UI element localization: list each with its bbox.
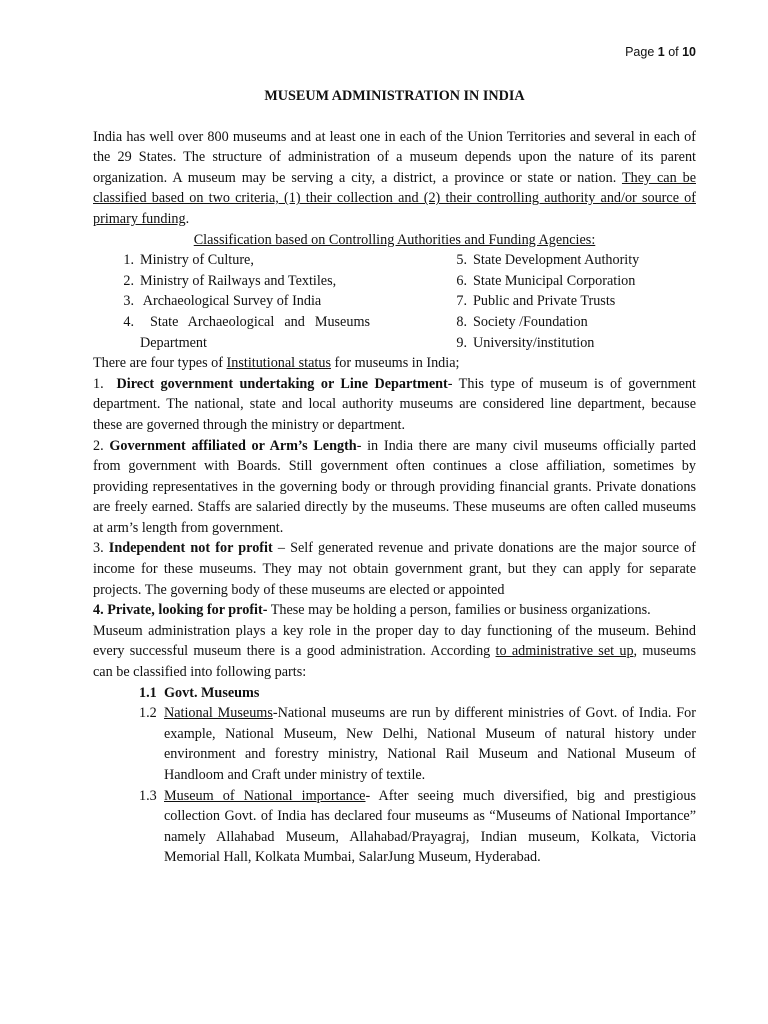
page-number bbox=[625, 42, 696, 63]
type-number: 1. bbox=[93, 375, 117, 392]
type-paragraph bbox=[93, 436, 696, 539]
item-number: 9. bbox=[456, 334, 467, 351]
item-number: 4. bbox=[123, 313, 134, 330]
classification-heading-row bbox=[93, 230, 696, 251]
classification-left-column bbox=[93, 250, 442, 353]
institutional-post: for museums in India; bbox=[330, 355, 460, 372]
type-text: These may be holding a person, families or business organizations. bbox=[267, 602, 651, 619]
list-item bbox=[93, 291, 442, 312]
subsection-text: -National museums are run by different ministries of Govt. of India. For example, National Museum, New Delhi, National Museum of natural history under environment and forestry ministry, National Rail Museum and National Museum of Handloom and Craft under ministry of textile. bbox=[164, 705, 696, 783]
institutional-pre: There are four types of bbox=[93, 355, 227, 372]
item-text: Society /Foundation bbox=[473, 313, 588, 330]
type-number: 2. bbox=[93, 437, 110, 454]
type-heading: Direct government undertaking or Line Department bbox=[116, 375, 448, 392]
intro-paragraph bbox=[93, 127, 696, 230]
type-heading: Independent not for profit bbox=[108, 540, 273, 557]
item-number: 2. bbox=[123, 272, 134, 289]
type-text: - in India there are many civil museums officially parted from government with Boards. Still government often continues a close affiliation, sometimes by providing representatives in the governing body or through providing financial grants. Private donations are freely earned. Staffs are salaried directly by the museums. These museums are often called museums at arm’s length from government. bbox=[93, 437, 697, 536]
item-text: State Development Authority bbox=[473, 252, 640, 269]
page-total: 10 bbox=[682, 45, 696, 59]
subsection-item bbox=[93, 786, 696, 868]
subsection-item bbox=[93, 683, 696, 704]
type-heading: Private, looking for profit- bbox=[107, 602, 268, 619]
item-number: 8. bbox=[456, 313, 467, 330]
classification-right-column bbox=[442, 250, 696, 353]
type-paragraph bbox=[93, 600, 696, 621]
type-paragraph bbox=[93, 538, 696, 600]
item-number: 5. bbox=[456, 252, 467, 269]
subsection-heading: National Museums bbox=[164, 705, 273, 722]
item-text: Ministry of Culture, bbox=[140, 252, 254, 269]
page-current: 1 bbox=[657, 45, 665, 59]
page-title: MUSEUM ADMINISTRATION IN INDIA bbox=[264, 88, 525, 104]
institutional-status-line bbox=[93, 353, 696, 374]
item-number: 6. bbox=[456, 272, 467, 289]
subsection-text: - After seeing much diversified, big and prestigious collection Govt. of India has declared four museums as “Museums of National Importance” namely Allahabad Museum, Allahabad/Prayagraj, Indian museum, Kolkata, Victoria Memorial Hall, Kolkata Mumbai, SalarJung Museum, Hyderabad. bbox=[164, 787, 696, 866]
list-item bbox=[442, 312, 696, 333]
intro-text: India has well over 800 museums and at least one in each of the Union Territories and several in each of the 29 States. The structure of administration of a museum depends upon the nature of its parent organization. A museum may be serving a city, a district, a province or state or nation. bbox=[93, 128, 696, 186]
list-item bbox=[442, 271, 696, 292]
institutional-underlined: Institutional status bbox=[226, 355, 331, 372]
page-separator: of bbox=[664, 45, 683, 59]
admin-end: , museums can be classified into following parts: bbox=[93, 643, 696, 681]
item-number: 3. bbox=[123, 293, 134, 310]
intro-end: . bbox=[185, 210, 190, 227]
type-number: 4. bbox=[93, 602, 108, 619]
item-number: 7. bbox=[456, 293, 467, 310]
subsection-list bbox=[93, 683, 696, 868]
list-item bbox=[442, 333, 696, 354]
list-item bbox=[442, 250, 696, 271]
intro-underlined: They can be classified based on two criteria, (1) their collection and (2) their controlling authority and/or source of primary funding bbox=[93, 169, 696, 227]
list-item bbox=[93, 250, 442, 271]
item-text: Archaeological Survey of India bbox=[140, 293, 322, 310]
subsection-item bbox=[93, 703, 696, 785]
item-text: Public and Private Trusts bbox=[473, 293, 616, 310]
subsection-number: 1.2 bbox=[139, 705, 157, 722]
classification-list bbox=[93, 250, 696, 353]
type-heading: Government affiliated or Arm’s Length bbox=[109, 437, 357, 454]
subsection-number: 1.1 bbox=[139, 684, 157, 701]
classification-heading: Classification based on Controlling Authorities and Funding Agencies: bbox=[193, 231, 596, 248]
admin-paragraph bbox=[93, 621, 696, 683]
document-body bbox=[93, 86, 696, 868]
item-text: University/institution bbox=[473, 334, 595, 351]
list-item bbox=[442, 291, 696, 312]
admin-underlined: to administrative set up bbox=[495, 643, 634, 660]
admin-text: Museum administration plays a key role in the proper day to day functioning of the museum. Behind every successful museum there is a good administration. According bbox=[93, 622, 696, 660]
item-text: State Archaeological and Museums Department bbox=[140, 313, 374, 351]
list-item bbox=[93, 312, 442, 353]
type-number: 3. bbox=[93, 540, 109, 557]
item-number: 1. bbox=[123, 252, 134, 269]
subsection-heading: Govt. Museums bbox=[164, 684, 260, 701]
type-text: - This type of museum is of government department. The national, state and local authority museums are considered line department, because these are governed through the ministry or department. bbox=[93, 375, 696, 433]
item-text: State Municipal Corporation bbox=[473, 272, 636, 289]
subsection-number: 1.3 bbox=[139, 787, 157, 804]
type-text: – Self generated revenue and private donations are the major source of income for these museums. They may not obtain government grant, but they can apply for separate projects. The governing body of these museums are elected or appointed bbox=[93, 540, 697, 598]
type-paragraph bbox=[93, 374, 696, 436]
page-prefix: Page bbox=[625, 45, 658, 59]
list-item bbox=[93, 271, 442, 292]
item-text: Ministry of Railways and Textiles, bbox=[140, 272, 337, 289]
subsection-heading: Museum of National importance bbox=[164, 787, 366, 804]
